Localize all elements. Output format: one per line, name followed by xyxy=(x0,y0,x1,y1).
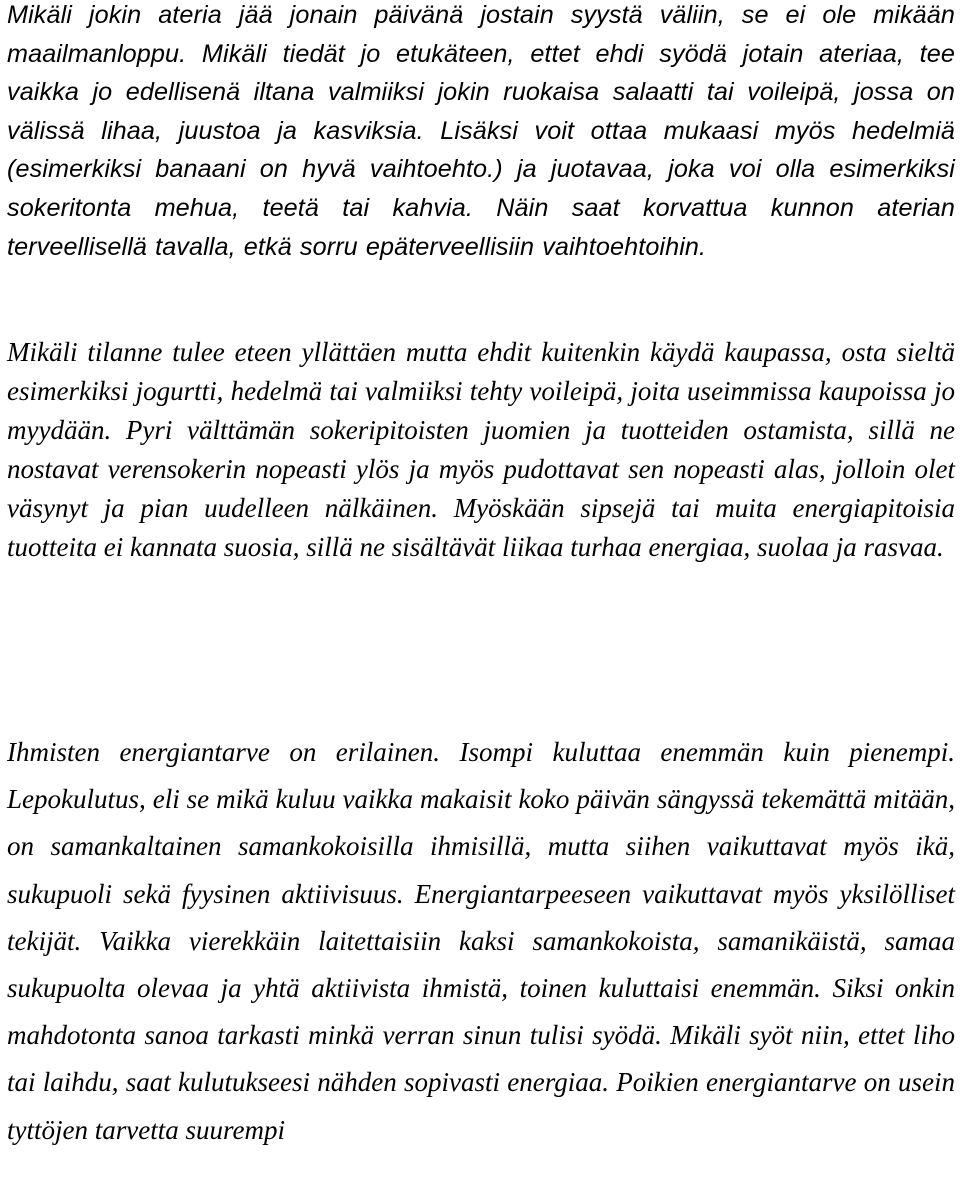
paragraph-energy-needs: Ihmisten energiantarve on erilainen. Isompi kuluttaa enemmän kuin pienempi. Lepokulutus, eli se mikä kuluu vaikka makaisit koko päivän sängyssä tekemättä mitään, on samankaltainen samankokoisilla ihmisillä, mutta siihen vaikuttavat myös ikä, sukupuoli sekä fyysinen aktiivisuus. Energiantarpeeseen vaikuttavat myös yksilölliset tekijät. Vaikka vierekkäin laitettaisiin kaksi samankokoista, samanikäistä, samaa sukupuolta olevaa ja yhtä aktiivista ihmistä, toinen kuluttaisi enemmän. Siksi onkin mahdotonta sanoa tarkasti minkä verran sinun tulisi syödä. Mikäli syöt niin, ettet liho tai laihdu, saat kulutukseesi nähden sopivasti energiaa. Poikien energiantarve on usein tyttöjen tarvetta suurempi xyxy=(7,737,955,1145)
paragraph-skipped-meal: Mikäli jokin ateria jää jonain päivänä jostain syystä väliin, se ei ole mikään maailmanloppu. Mikäli tiedät jo etukäteen, ettet ehdi syödä jotain ateriaa, tee vaikka jo edellisenä iltana valmiiksi jokin ruokaisa salaatti tai voileipä, jossa on välissä lihaa, juustoa ja kasviksia. Lisäksi voit ottaa mukaasi myös hedelmiä (esimerkiksi banaani on hyvä vaihtoehto.) ja juotavaa, joka voi olla esimerkiksi sokeritonta mehua, teetä tai kahvia. Näin saat korvattua kunnon aterian terveellisellä tavalla, etkä sorru epäterveellisiin vaihtoehtoihin. xyxy=(7,1,955,261)
paragraph-shopping-advice: Mikäli tilanne tulee eteen yllättäen mutta ehdit kuitenkin käydä kaupassa, osta sieltä esimerkiksi jogurtti, hedelmä tai valmiiksi tehty voileipä, joita useimmissa kaupoissa jo myydään. Pyri välttämän sokeripitoisten juomien ja tuotteiden ostamista, sillä ne nostavat verensokerin nopeasti ylös ja myös pudottavat sen nopeasti alas, jolloin olet väsynyt ja pian uudelleen nälkäinen. Myöskään sipsejä tai muita energiapitoisia tuotteita ei kannata suosia, sillä ne sisältävät liikaa turhaa energiaa, suolaa ja rasvaa. xyxy=(7,337,955,562)
